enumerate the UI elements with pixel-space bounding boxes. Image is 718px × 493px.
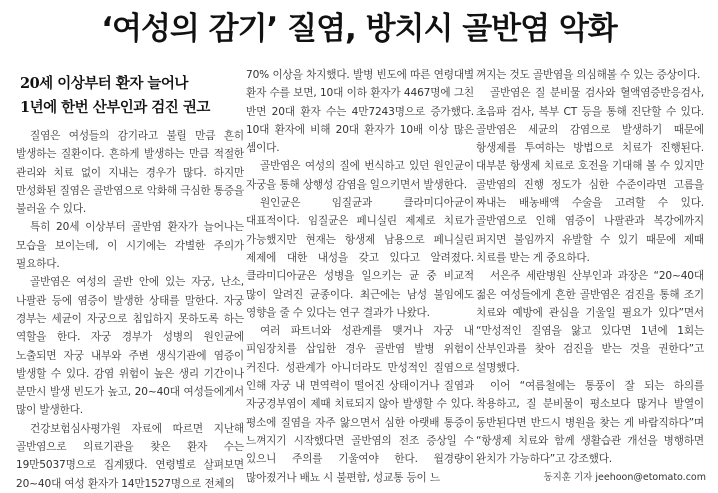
article-column-2 <box>246 66 474 493</box>
article-paragraph: 특히 20세 이상부터 골반염 환자가 늘어나는 모습을 보이는데, 이 시기에는 각별한 주의가 필요하다. <box>16 221 244 271</box>
article-paragraph: 건강보험심사평가원 자료에 따르면 지난해 골반염으로 의료기관을 찾은 환자 수는 19만5037명으로 집계됐다. 연령별로 살펴보면 20~40대 여성 환자가 14만1527명으로 전체의 <box>16 422 244 490</box>
article-column-3 <box>476 66 704 493</box>
article-byline: 동지훈 기자 jeehoon@etomato.com <box>543 472 706 483</box>
article-paragraph: 골반염은 질 분비물 검사와 혈액염증반응검사, 초음파 검사, 복부 CT 등을 통해 진단할 수 있다. 골반염은 세균의 감염으로 발생하기 때문에 항생제를 투여하는 방법으로 치료가 진행된다. 대부분 항생제 치료로 호전을 기대해 볼 수 있지만 골반염의 진행 정도가 심한 수준이라면 고름을 짜내는 배농배액 수술을 고려할 수 있다. 골반염으로 인해 염증이 나팔관과 복강에까지 퍼지면 불임까지 유발할 수 있기 때문에 제때 치료를 받는 게 중요하다. <box>476 87 704 264</box>
subheadline-line-1: 20세 이상부터 환자 늘어나 <box>20 75 188 92</box>
article-subheadline <box>20 72 244 120</box>
article-paragraph: 골반염은 여성의 골반 안에 있는 자궁, 난소, 나팔관 등에 염증이 발생한 상태를 말한다. 자궁 경부는 세균이 자궁으로 침입하지 못하도록 하는 역할을 한다. 자궁 경부가 성병의 원인균에 노출되면 자궁 내부와 주변 생식기관에 염증이 발생할 수 있다. 감염 위험이 높은 생리 기간이나 분만시 발생 빈도가 높고, 20~40대 여성들에게서 많이 발생한다. <box>16 276 244 417</box>
article-paragraph: 70% 이상을 차지했다. 발병 빈도에 따른 연령대별 환자 수를 보면, 10대 이하 환자가 4467명에 그친 반면 20대 환자 수는 4만7243명으로 증가했다. 10대 환자에 비해 20대 환자가 10배 이상 많은 셈이다. <box>246 69 474 155</box>
article-paragraph: 껴지는 것도 골반염을 의심해볼 수 있는 증상이다. <box>476 69 701 81</box>
article-paragraph: 서은주 세란병원 산부인과 과장은 “20~40대 젊은 여성들에게 흔한 골반염은 검진을 통해 조기 치료와 예방에 관심을 기울일 필요가 있다”면서 “만성적인 질염을 앓고 있다면 1년에 1회는 산부인과를 찾아 검진을 받는 것을 권한다”고 설명했다. <box>476 270 704 374</box>
article-headline: ‘여성의 감기’ 질염, 방치시 골반염 악화 <box>101 11 617 47</box>
subheadline-line-2: 1년에 한번 산부인과 검진 권고 <box>20 99 210 116</box>
article-paragraph: 여러 파트너와 성관계를 맺거나 자궁 내 피임장치를 삽입한 경우 골반염 발병 위험이 커진다. 성관계가 아니더라도 만성적인 질염으로 인해 자궁 내 면역력이 떨어진 상태이거나 질염과 자궁경부염이 제때 치료되지 않아 발생할 수 있다. 평소에 질염을 자주 앓으면서 심한 아랫배 통증이 느껴지기 시작했다면 골반염의 전조 증상일 수 있으니 주의를 기울여야 한다. 월경량이 많아졌거나 배뇨 시 불편함, 성교통 등이 느 <box>246 325 474 484</box>
article-paragraph: 질염은 여성들의 감기라고 불릴 만큼 흔히 발생하는 질환이다. 흔하게 발생하는 만큼 적절한 관리와 치료 없이 지내는 경우가 많다. 하지만 만성화된 질염은 골반염으로 악화해 극심한 통증을 불러올 수 있다. <box>16 130 244 216</box>
article-paragraph: 이어 “여름철에는 통풍이 잘 되는 하의를 착용하고, 질 분비물이 평소보다 많거나 발열이 동반된다면 반드시 병원을 찾는 게 바람직하다”며 “항생제 치료와 함께 생활습관 개선을 병행하면 완치가 가능하다”고 강조했다. <box>476 380 704 466</box>
article-paragraph: 원인균은 임질균과 클라미디아균이 대표적이다. 임질균은 페니실린 제제로 치료가 가능했지만 현재는 항생제 남용으로 페니실린 제제에 대한 내성을 갖고 있다고 알려졌다. 클라미디아균은 성병을 일으키는 균 중 비교적 많이 알려진 균종이다. 최근에는 남성 불임에도 영향을 줄 수 있다는 연구 결과가 나왔다. <box>246 197 474 319</box>
article-paragraph: 골반염은 여성의 질에 번식하고 있던 원인균이 자궁을 통해 상행성 감염을 일으키면서 발생한다. <box>246 160 474 191</box>
article-column-1 <box>16 66 244 493</box>
